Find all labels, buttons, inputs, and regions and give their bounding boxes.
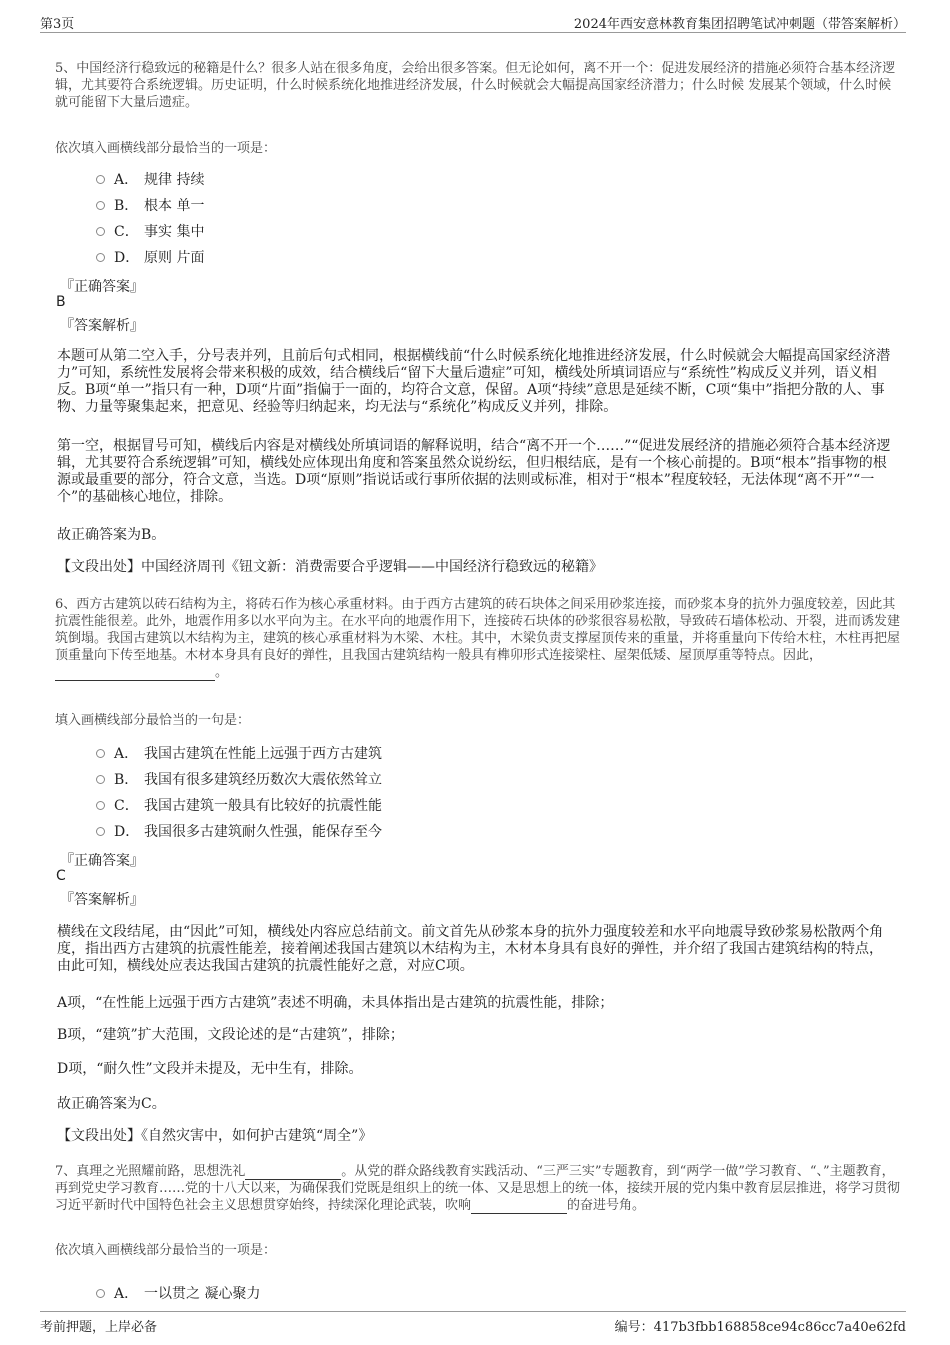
- q6-analysis-para: 横线在文段结尾，由“因此”可知，横线处内容应总结前文。前文首先从砂浆本身的抗外力强度较差和水平向地震导致砂浆易松散两个角度，指出西方古建筑的抗震性能差，接着阐述我国古建筑以木结构为主，木材本身具有良好的弹性，并介绍了我国古建筑结构的特点，由此可知，横线处应表达我国古建筑的抗震性能好之意，对应C项。: [57, 924, 884, 974]
- document-title: 2024年西安意林教育集团招聘笔试冲刺题（带答案解析）: [573, 17, 906, 32]
- q6-answer-label: 『正确答案』: [60, 853, 144, 869]
- question-6-text: [55, 596, 900, 681]
- q5-answer-label: 『正确答案』: [60, 279, 144, 295]
- option-text: 我国古建筑在性能上远强于西方古建筑: [144, 746, 382, 762]
- option-text: 根本 单一: [144, 198, 205, 214]
- question-6-body: 6、西方古建筑以砖石结构为主，将砖石作为核心承重材料。由于西方古建筑的砖石块体之间采用砂浆连接，而砂浆本身的抗外力强度较差，因此其抗震性能很差。此外，地震作用多以水平向为主。在水平向的地震作用下，连接砖石块体的砂浆很容易松散，导致砖石墙体松动、开裂，进而诱发建筑倒塌。我国古建筑以木结构为主，建筑的核心承重材料为木梁、木柱。其中，木梁负责支撑屋顶传来的重量，并将重量向下传给木柱，木柱再把屋顶重量向下传至地基。木材本身具有良好的弹性，且我国古建筑结构一般具有榫卯形式连接梁柱、屋架低矮、屋顶厚重等特点。因此，: [55, 597, 901, 663]
- option-text: 事实 集中: [144, 224, 205, 240]
- option-letter: D．: [114, 824, 140, 840]
- radio-icon[interactable]: [96, 253, 105, 262]
- q5-analysis-label: 『答案解析』: [60, 318, 144, 334]
- option-text: 原则 片面: [144, 250, 205, 266]
- question-7-start: 7、真理之光照耀前路，思想洗礼: [55, 1164, 246, 1179]
- q5-answer: B: [56, 294, 66, 310]
- question-5-prompt: 依次填入画横线部分最恰当的一项是：: [55, 141, 277, 156]
- q5-analysis-para: 本题可从第二空入手，分号表并列，且前后句式相同，根据横线前“什么时候系统化地推进经济发展，什么时候就会大幅提高国家经济潜力”可知，系统性发展将会带来积极的成效，结合横线后“留下大量后遗症”可知，横线处所填词语应与“系统性”构成反义并列，语义相反。B项“单一”指只有一种，D项“片面”指偏于一面的，均符合文意，保留。A项“持续”意思是延续不断，C项“集中”指把分散的人、事物、力量等聚集起来，把意见、经验等归纳起来，均无法与“系统化”构成反义并列，排除。: [57, 348, 891, 415]
- option-letter: A．: [114, 746, 139, 762]
- option-letter: A．: [114, 172, 139, 188]
- answer-blank: [55, 668, 215, 681]
- q6-source: 【文段出处】《自然灾害中，如何护古建筑“周全”》: [57, 1128, 373, 1144]
- page-footer: [40, 1311, 906, 1336]
- option-text: 我国有很多建筑经历数次大震依然耸立: [144, 772, 382, 788]
- q5-option-d[interactable]: [96, 247, 204, 267]
- q6-analysis-label: 『答案解析』: [60, 892, 144, 908]
- answer-blank: [471, 1201, 567, 1214]
- q5-conclusion: 故正确答案为B。: [57, 527, 166, 543]
- option-letter: B．: [114, 772, 139, 788]
- radio-icon[interactable]: [96, 201, 105, 210]
- q6-analysis-para: B项，“建筑”扩大范围，文段论述的是“古建筑”，排除；: [57, 1027, 404, 1043]
- q5-option-a[interactable]: [96, 169, 204, 189]
- q6-option-a[interactable]: [96, 743, 382, 763]
- document-id: 编号：417b3fbb168858ce94c86cc7a40e62fd: [614, 1320, 906, 1335]
- q5-source: 【文段出处】中国经济周刊《钮文新：消费需要合乎逻辑——中国经济行稳致远的秘籍》: [57, 559, 603, 575]
- q6-conclusion: 故正确答案为C。: [57, 1096, 166, 1112]
- option-text: 我国古建筑一般具有比较好的抗震性能: [144, 798, 382, 814]
- option-text: 一以贯之 凝心聚力: [144, 1286, 261, 1302]
- radio-icon[interactable]: [96, 827, 105, 836]
- q6-answer: C: [56, 868, 66, 884]
- radio-icon[interactable]: [96, 775, 105, 784]
- q6-analysis-para: D项，“耐久性”文段并未提及，无中生有，排除。: [57, 1061, 363, 1077]
- footer-slogan: 考前押题，上岸必备: [40, 1320, 158, 1335]
- question-7-end: 的奋进号角。: [567, 1198, 646, 1213]
- option-letter: D．: [114, 250, 140, 266]
- answer-blank: [245, 1167, 341, 1180]
- radio-icon[interactable]: [96, 749, 105, 758]
- q7-option-a[interactable]: [96, 1283, 260, 1303]
- question-7-text: [55, 1163, 900, 1214]
- page-header: [40, 8, 906, 33]
- option-text: 规律 持续: [144, 172, 205, 188]
- option-letter: C．: [114, 224, 139, 240]
- option-letter: A．: [114, 1286, 139, 1302]
- page-number: 第3页: [40, 17, 75, 32]
- q5-option-b[interactable]: [96, 195, 204, 215]
- q6-option-b[interactable]: [96, 769, 382, 789]
- q6-option-c[interactable]: [96, 795, 382, 815]
- radio-icon[interactable]: [96, 175, 105, 184]
- q6-option-d[interactable]: [96, 821, 382, 841]
- q5-analysis-para: 第一空，根据冒号可知，横线后内容是对横线处所填词语的解释说明，结合“离不开一个……”“促进发展经济的措施必须符合基本经济逻辑，尤其要符合系统逻辑”可知，横线处应体现出角度和答案虽然众说纷纭，但归根结底，是有一个核心前提的。B项“根本”指事物的根源或最重要的部分，符合文意，当选。D项“原则”指说话或行事所依据的法则或标准，相对于“根本”程度较轻，无法体现“离不开”“一个”的基础核心地位，排除。: [57, 438, 891, 505]
- question-6-prompt: 填入画横线部分最恰当的一句是：: [55, 713, 251, 728]
- radio-icon[interactable]: [96, 801, 105, 810]
- question-6-end: 。: [215, 665, 229, 680]
- question-5-text: 5、中国经济行稳致远的秘籍是什么？很多人站在很多角度，会给出很多答案。但无论如何，离不开一个：促进发展经济的措施必须符合基本经济逻辑，尤其要符合系统逻辑。历史证明，什么时候系统化地推进经济发展，什么时候就会大幅提高国家经济潜力；什么时候 发展某个领域，什么时候就可能留下大量后遗症。: [55, 61, 896, 110]
- option-letter: C．: [114, 798, 139, 814]
- radio-icon[interactable]: [96, 1289, 105, 1298]
- option-letter: B．: [114, 198, 139, 214]
- radio-icon[interactable]: [96, 227, 105, 236]
- q5-option-c[interactable]: [96, 221, 204, 241]
- question-7-body: 。从党的群众路线教育实践活动、“三严三实”专题教育，到“两学一做”学习教育、“、”主题教育，再到党史学习教育……党的十八大以来，为确保我们党既是组织上的统一体、又是思想上的统一体，接续开展的党内集中教育层层推进，将学习贯彻习近平新时代中国特色社会主义思想贯穿始终，持续深化理论武装，吹响: [55, 1164, 901, 1213]
- option-text: 我国很多古建筑耐久性强，能保存至今: [144, 824, 382, 840]
- q6-analysis-para: A项，“在性能上远强于西方古建筑”表述不明确，未具体指出是古建筑的抗震性能，排除；: [57, 995, 614, 1011]
- question-7-prompt: 依次填入画横线部分最恰当的一项是：: [55, 1243, 277, 1258]
